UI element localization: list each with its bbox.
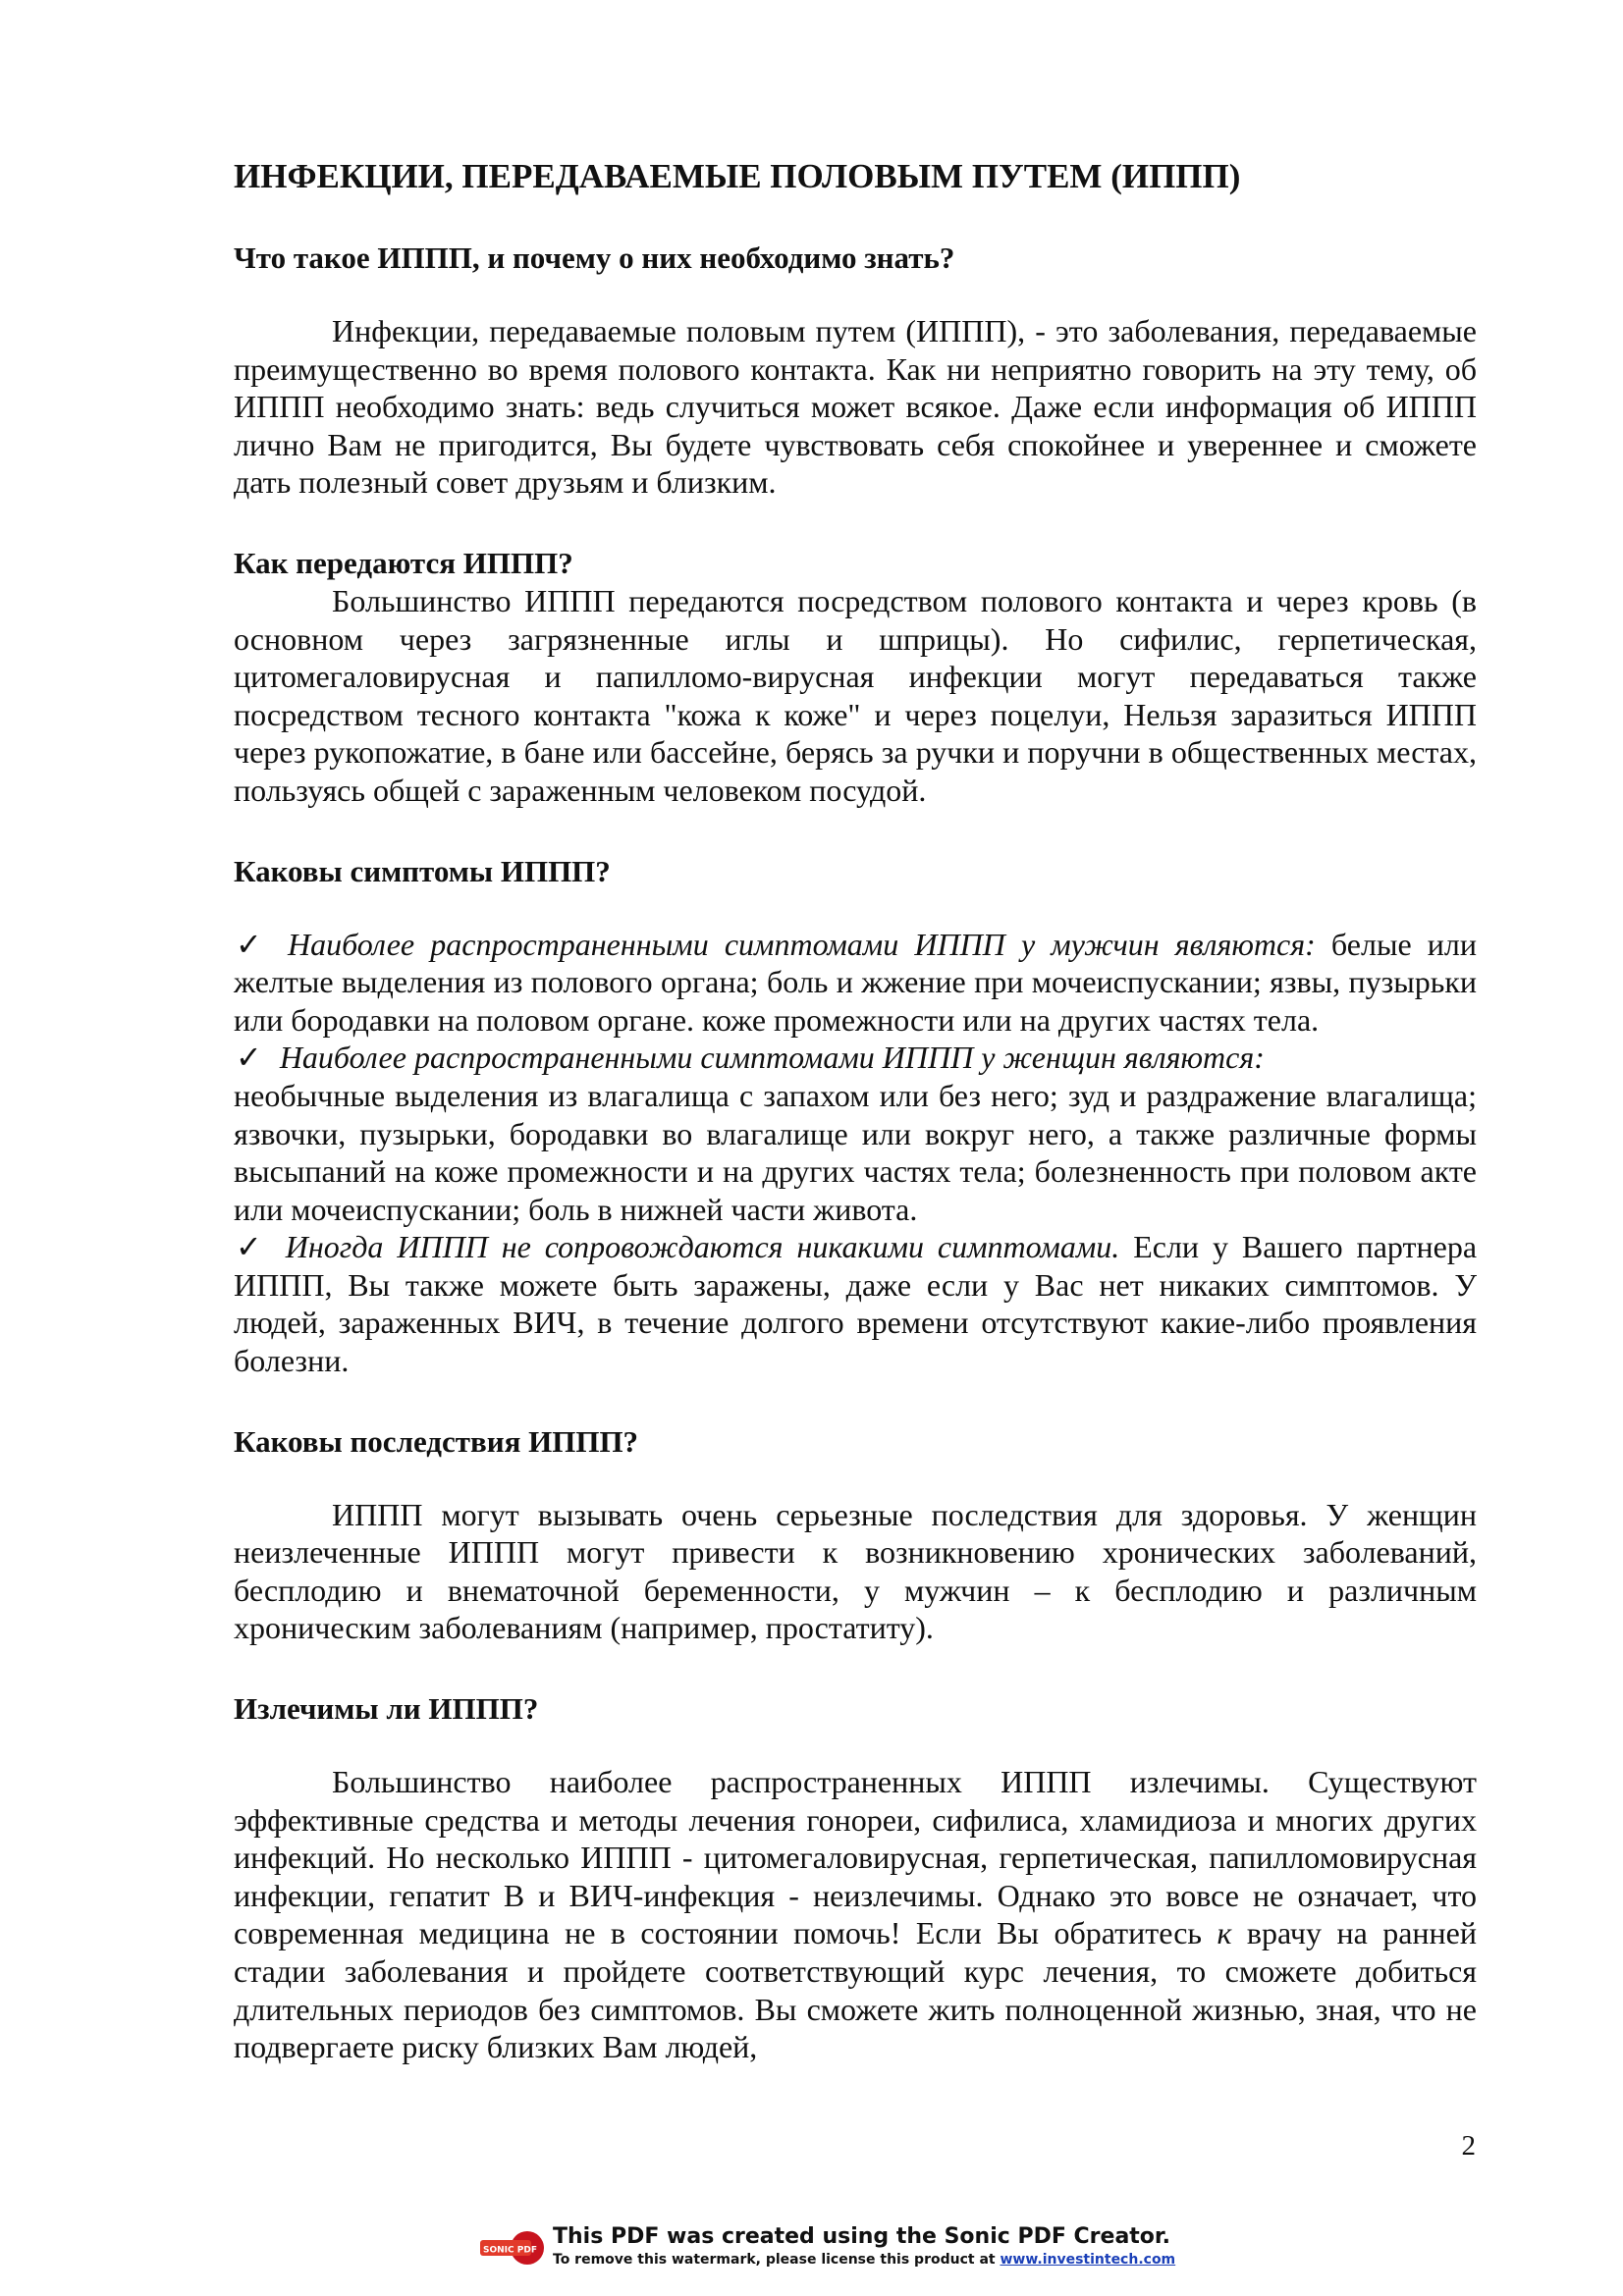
symptom-text-men: белые или желтые выделения из полового органа; боль и жжение при мочеиспускании; язвы, пузырьки или бородавки на половом органе. коже промежности или на других частях тела.	[234, 926, 1478, 1038]
section-heading-consequences: Каковы последствия ИППП?	[234, 1423, 639, 1459]
paragraph-consequences: ИППП могут вызывать очень серьезные последствия для здоровья. У женщин неизлеченные ИППП могут привести к возникновению хронических заболеваний, бесплодию и внематочной беременности, у мужчин – к бесплодию и различным хроническим заболеваниям (например, простатиту).	[234, 1496, 1477, 1646]
paragraph-what: Инфекции, передаваемые половым путем (ИППП), - это заболевания, передаваемые преимущественно во время полового контакта. Как ни неприятно говорить на эту тему, об ИППП необходимо знать: ведь случиться может всякое. Даже если информация об ИППП лично Вам не пригодится, Вы будете чувствовать себя спокойнее и увереннее и сможете дать полезный совет друзьям и близким.	[234, 313, 1477, 501]
symptom-lead-none: Иногда ИППП не сопровождаются никакими симптомами.	[285, 1229, 1120, 1265]
paragraph-transmission: Большинство ИППП передаются посредством полового контакта и через кровь (в основном через загрязненные иглы и шприцы). Но сифилис, герпетическая, цитомегаловирусная и папилломо-вирусная инфекции могут передаваться также посредством тесного контакта "кожа к коже" и через поцелуи, Нельзя заразиться ИППП через рукопожатие, в бане или бассейне, берясь за ручки и поручни в общественных местах, пользуясь общей с зараженным человеком посудой.	[234, 582, 1477, 808]
svg-text:SONIC PDF: SONIC PDF	[483, 2245, 537, 2256]
checkmark-icon: ✓	[236, 926, 270, 962]
watermark-link[interactable]: www.investintech.com	[1000, 2252, 1176, 2268]
symptom-item-men	[234, 926, 1477, 1040]
paragraph-curable-part1: Большинство наиболее распространенных ИППП излечимы. Существуют эффективные средства и методы лечения гонореи, сифилиса, хламидиоза и многих других инфекций. Но несколько ИППП - цитомегаловирусная, герпетическая, папилломовирусная инфекции, гепатит В и ВИЧ-инфекция - неизлечимы. Однако это вовсе не означает, что современная медицина не в состоянии помочь! Если Вы обратитесь	[234, 1764, 1477, 1951]
paragraph-curable	[234, 1763, 1477, 2066]
symptom-lead-women: Наиболее распространенными симптомами ИППП у женщин являются:	[279, 1040, 1265, 1076]
page-number: 2	[1461, 2130, 1476, 2162]
symptom-item-women-lead-line	[234, 1039, 1477, 1077]
sonic-pdf-logo-icon	[478, 2228, 547, 2268]
section-heading-curable: Излечимы ли ИППП?	[234, 1691, 539, 1727]
symptom-text-none: Если у Вашего партнера ИППП, Вы также можете быть заражены, даже если у Вас нет никаких симптомов. У людей, зараженных ВИЧ, в течение долгого времени отсутствуют какие-либо проявления болезни.	[234, 1229, 1478, 1379]
section-heading-symptoms: Каковы симптомы ИППП?	[234, 853, 611, 888]
paragraph-curable-italic: к	[1217, 1915, 1232, 1951]
document-title: ИНФЕКЦИИ, ПЕРЕДАВАЕМЫЕ ПОЛОВЫМ ПУТЕМ (ИППП)	[234, 157, 1241, 195]
symptom-text-women: необычные выделения из влагалища с запахом или без него; зуд и раздражение влагалища; язвочки, пузырьки, бородавки во влагалище или вокруг него, а также различные формы высыпаний на коже промежности и на других частях тела; болезненность при половом акте или мочеиспускании; боль в нижней части живота.	[234, 1077, 1477, 1227]
checkmark-icon: ✓	[236, 1040, 262, 1076]
section-heading-transmission: Как передаются ИППП?	[234, 545, 573, 580]
symptom-lead-men: Наиболее распространенными симптомами ИППП у мужчин являются:	[287, 926, 1316, 962]
paragraph-curable-part2: врачу на ранней стадии заболевания и пройдете соответствующий курс лечения, то сможете добиться длительных периодов без симптомов. Вы сможете жить полноценной жизнью, зная, что не подвергаете риску близких Вам людей,	[234, 1915, 1477, 2065]
watermark-line1: This PDF was created using the Sonic PDF Creator.	[553, 2224, 1170, 2249]
symptom-item-none	[234, 1228, 1477, 1379]
checkmark-icon: ✓	[236, 1229, 268, 1265]
document-body	[234, 157, 1477, 2066]
watermark	[478, 2222, 1176, 2273]
watermark-line2-text: To remove this watermark, please license this product at	[553, 2252, 1001, 2268]
section-heading-what: Что такое ИППП, и почему о них необходимо знать?	[234, 240, 955, 275]
watermark-line2	[553, 2252, 1175, 2268]
